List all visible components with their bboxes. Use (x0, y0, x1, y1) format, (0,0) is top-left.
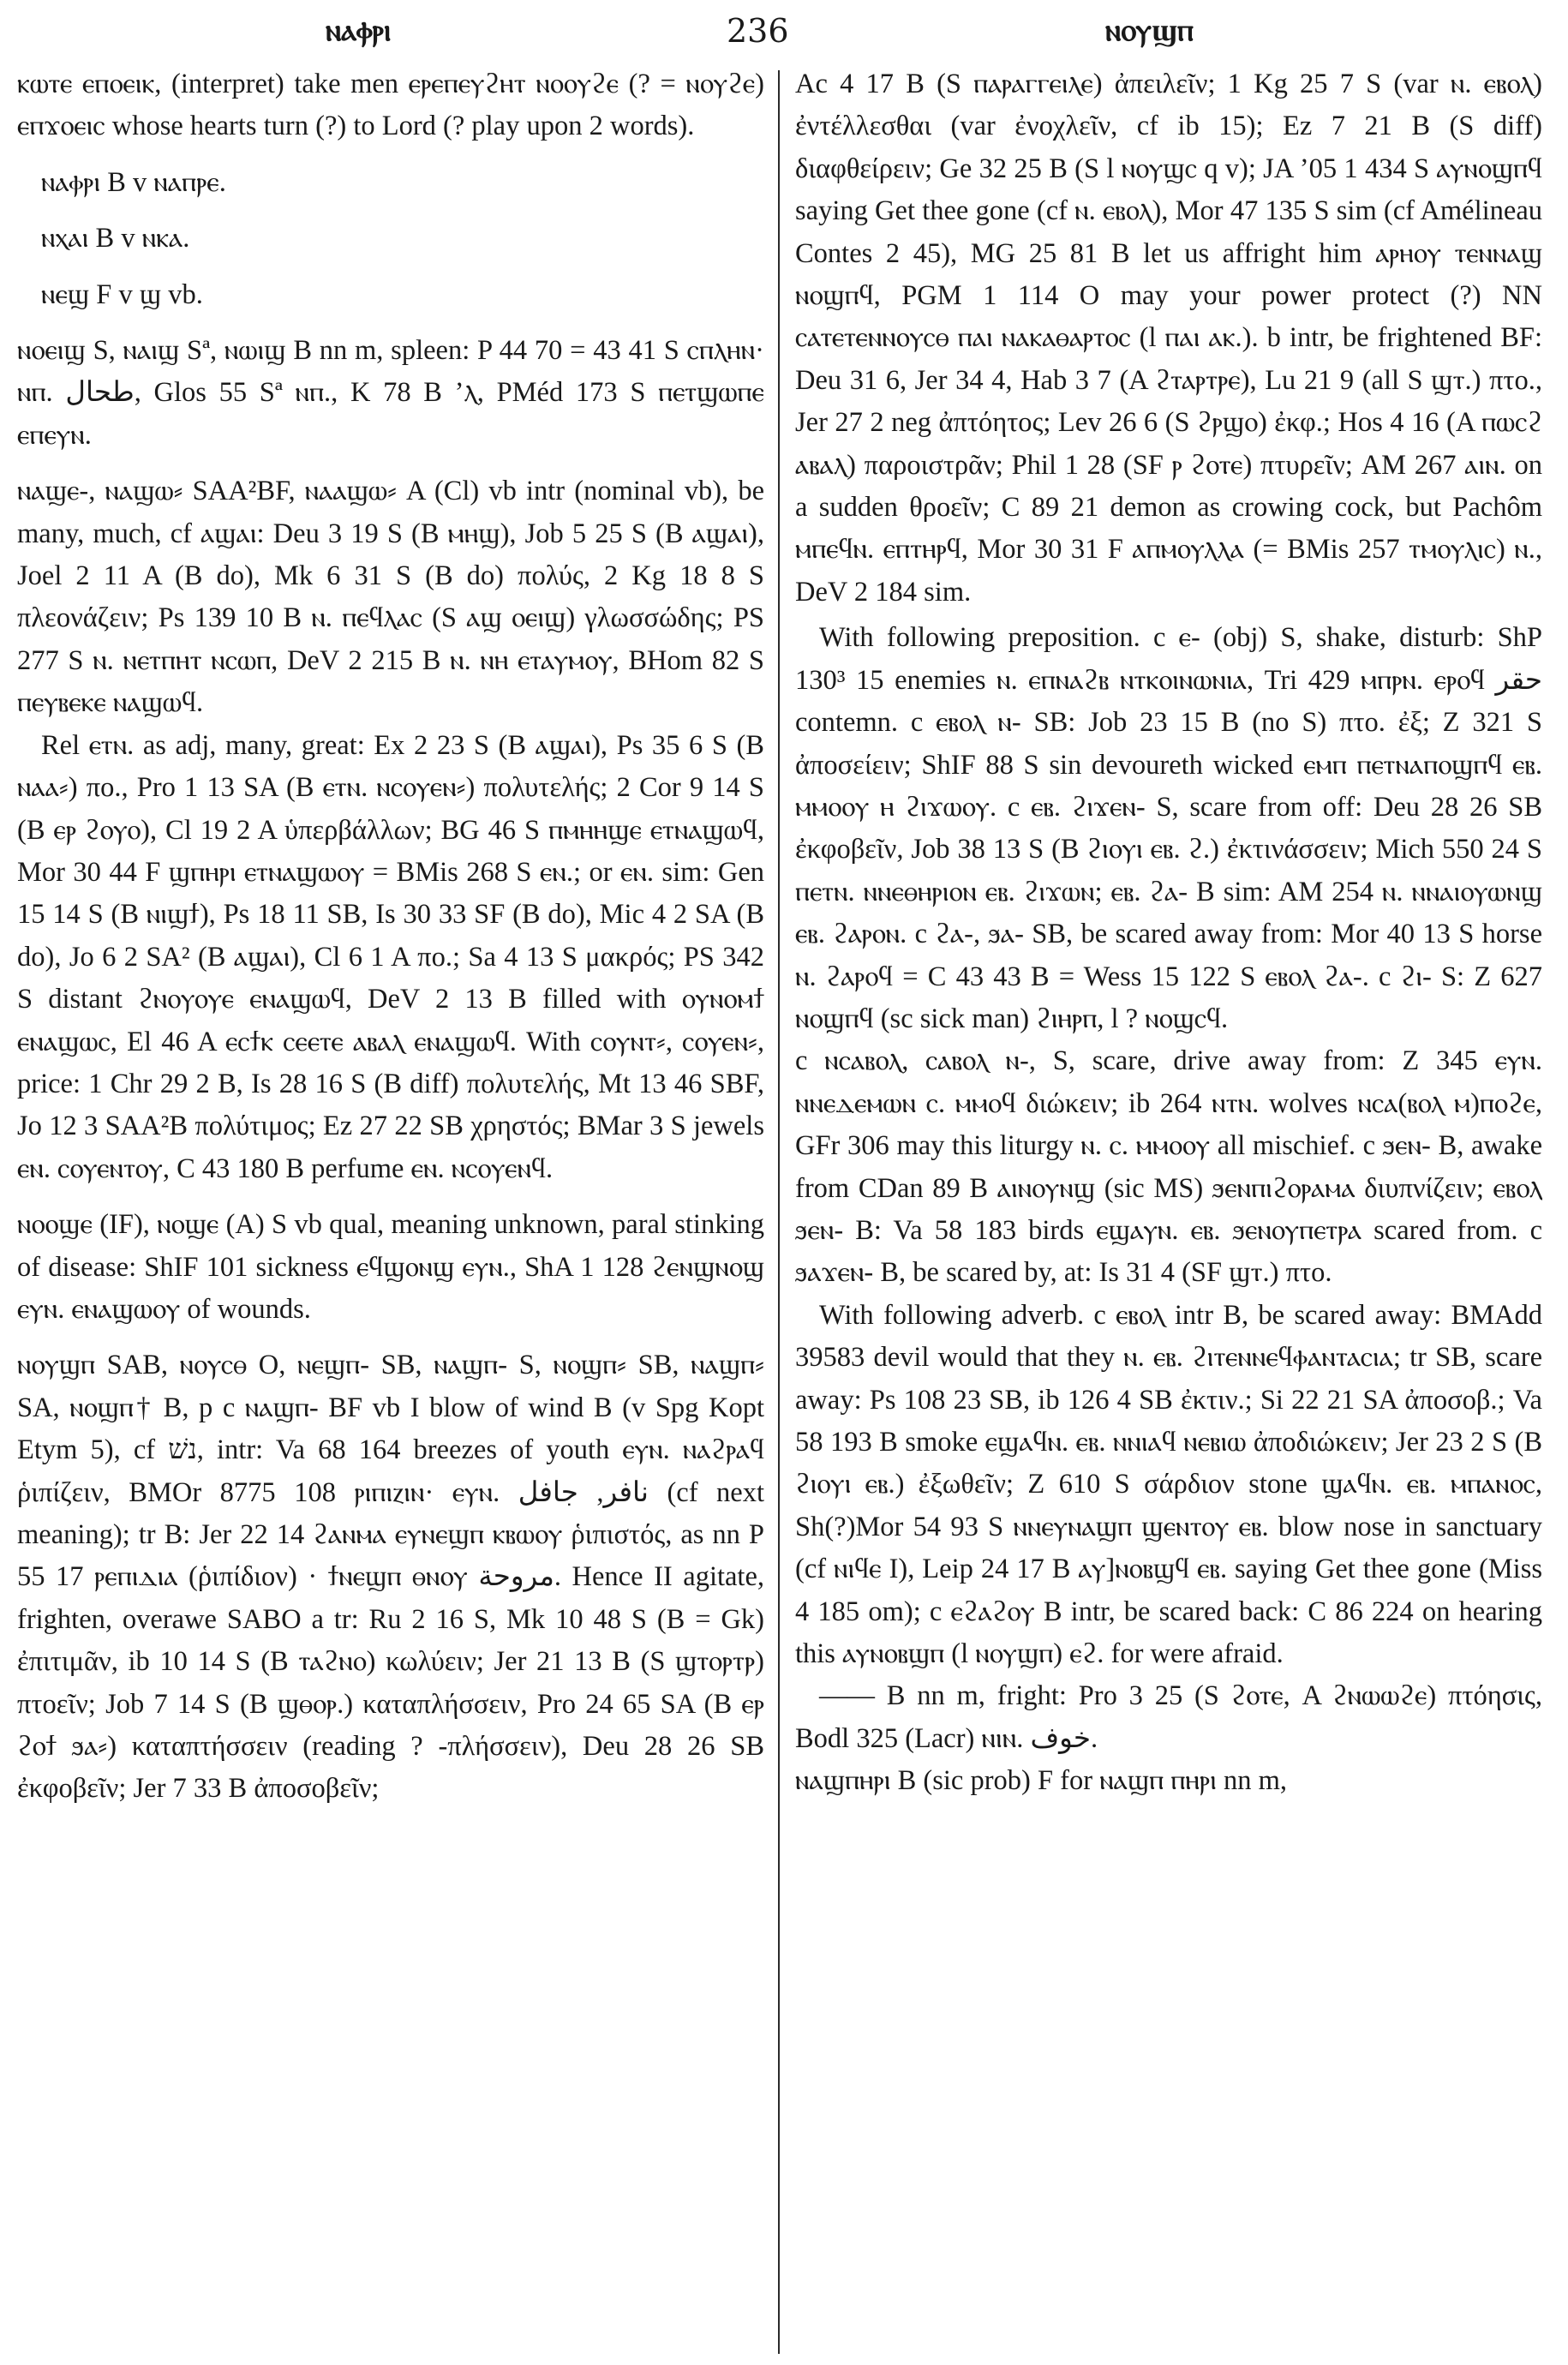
entry-noushp: ⲛⲟⲩϣⲡ SAB, ⲛⲟⲩⲥⲑ O, ⲛⲉϣⲡ- SB, ⲛⲁϣⲡ- S, ⲛⲟϣⲡ⸗ SB, ⲛⲁϣⲡ⸗ SA, ⲛⲟϣⲡ† B, p c ⲛⲁϣⲡ- BF vb I blow of wind B (v Spg Kopt Etym 5), cf נשׁ, intr: Va 68 164 breezes of youth ⲉⲩⲛ. ⲛⲁϩⲣⲁϥ ῥιπίζειν, BMOr 8775 108 ⲣⲓⲡⲓⲍⲓⲛ· ⲉⲩⲛ. نافر, جافل (cf next meaning); tr B: Jer 22 14 ϩⲁⲛⲙⲁ ⲉⲩⲛⲉϣⲡ ⲕⲃⲱⲟⲩ ῥιπιστός, as nn P 55 17 ⲣⲉⲡⲓⲇⲓⲁ (ῥιπίδιον) · ϯⲛⲉϣⲡ ⲑⲛⲟⲩ مروحة. Hence II agitate, frighten, overawe SABO a tr: Ru 2 16 S, Mk 10 48 S (B = Gk) ἐπιτιμᾶν, ib 10 14 S (B ⲧⲁϩⲛⲟ) κωλύειν; Jer 21 13 B (S ϣⲧⲟⲣⲧⲣ) πτοεῖν; Job 7 14 S (B ϣⲑⲟⲣ.) καταπλήσσειν, Pro 24 65 SA (B ⲉⲣ ϩⲟϯ ϧⲁ⸗) καταπτήσσειν (reading ? -πλήσσειν), Deu 28 26 SB ἐκφοβεῖν; Jer 7 33 B ἀποσοβεῖν; (17, 1350, 764, 1805)
entry-nashe-rel: Rel ⲉⲧⲛ. as adj, many, great: Ex 2 23 S (B ⲁϣⲁⲓ), Ps 35 6 S (B ⲛⲁⲁ⸗) πο., Pro 1 13 SA (B ⲉⲧⲛ. ⲛⲥⲟⲩⲉⲛ⸗) πολυτελής; 2 Cor 9 14 S (B ⲉⲣ ϩⲟⲩⲟ), Cl 19 2 A ὑπερβάλλων; BG 46 S ⲡⲙⲏⲏϣⲉ ⲉⲧⲛⲁϣⲱϥ, Mor 30 44 F ϣⲡⲏⲣⲓ ⲉⲧⲛⲁϣⲱⲟⲩ = BMis 268 S ⲉⲛ.; or ⲉⲛ. sim: Gen 15 14 S (B ⲛⲓϣϯ), Ps 18 11 SB, Is 30 33 SF (B do), Mic 4 2 SA (B do), Jo 6 2 SA² (B ⲁϣⲁⲓ), Cl 6 1 A πο.; Sa 4 13 S μακρός; PS 342 S distant ϩⲛⲟⲩⲟⲩⲉ ⲉⲛⲁϣⲱϥ, DeV 2 13 B filled with ⲟⲩⲛⲟⲙϯ ⲉⲛⲁϣⲱⲥ, El 46 A ⲉⲥϯⲕ ⲥⲉⲉⲧⲉ ⲁⲃⲁⲗ ⲉⲛⲁϣⲱϥ. With ⲥⲟⲩⲛⲧ⸗, ⲥⲟⲩⲉⲛ⸗, price: 1 Chr 29 2 B, Is 28 16 S (B diff) πολυτελής, Mt 13 46 SBF, Jo 12 3 SAA²B πολύτιμος; Ez 27 22 SB χρηστός; BMar 3 S jewels ⲉⲛ. ⲥⲟⲩⲉⲛⲧⲟⲩ, C 43 180 B perfume ⲉⲛ. ⲛⲥⲟⲩⲉⲛϥ. (17, 729, 764, 1184)
entry-nchai: ⲛⲭⲁⲓ B v ⲛⲕⲁ. (41, 223, 190, 254)
running-head-right: ⲛⲟⲩϣⲡ (1105, 12, 1194, 48)
entry-noushp-noun: —— B nn m, fright: Pro 3 25 (S ϩⲟⲧⲉ, A ϩⲛⲱⲱϩⲉ) πτόησις, Bodl 325 (Lacr) ⲛⲓⲛ. خوف. (795, 1680, 1542, 1754)
running-head-left: ⲛⲁⲫⲣⲓ (326, 12, 392, 48)
entry-noushp-adverb: With following adverb. c ⲉⲃⲟⲗ intr B, be scared away: BMAdd 39583 devil would that they ⲛ. ⲉⲃ. ϩⲓⲧⲉⲛⲛⲉϥⲫⲁⲛⲧⲁⲥⲓⲁ; tr SB, scare away: Ps 108 23 SB, ib 126 4 SB ἐκτιν.; Si 22 21 SA ἀποσοβ.; Va 58 193 B smoke ⲉϣⲁϥⲛ. ⲉⲃ. ⲛⲛⲓⲁϥ ⲛⲉⲃⲓⲱ ἀποδιώκειν; Jer 23 2 S (B ϩⲓⲟⲩⲓ ⲉⲃ.) ἐξωθεῖν; Z 610 S σάρδιον stone ϣⲁϥⲛ. ⲉⲃ. ⲙⲡⲁⲛⲟⲥ, Sh(?)Mor 54 93 S ⲛⲛⲉⲩⲛⲁϣⲡ ϣⲉⲛⲧⲟⲩ ⲉⲃ. blow nose in sanctuary (cf ⲛⲓϥⲉ I), Leip 24 17 B ⲁⲩ]ⲛⲟⲃϣϥ ⲉⲃ. saying Get thee gone (Miss 4 185 om); c ⲉϩⲁϩⲟⲩ B intr, be scared back: C 86 224 on hearing this ⲁⲩⲛⲟⲃϣⲡ (l ⲛⲟⲩϣⲡ) ⲉϩ. for were afraid. (795, 1299, 1542, 1670)
entry-noeish: ⲛⲟⲉⲓϣ S, ⲛⲁⲓϣ Sª, ⲛⲱⲓϣ B nn m, spleen: P 44 70 = 43 41 S ⲥⲡⲗⲏⲛ· ⲛⲡ. طحال, Glos 55 Sª ⲛⲡ., K 78 B ’ⲗ, PMéd 173 S ⲡⲉⲧϣⲱⲡⲉ ⲉⲡⲉⲩⲛ. (17, 335, 764, 451)
page-number: 236 (727, 12, 789, 50)
entry-noushp-prep: With following preposition. c ⲉ- (obj) S, shake, disturb: ShP 130³ 15 enemies ⲛ. ⲉⲡⲛⲁϩⲃ ⲛⲧⲕⲟⲓⲛⲱⲛⲓⲁ, Tri 429 ⲙⲡⲣⲛ. ⲉⲣⲟϥ حقر contemn. c ⲉⲃⲟⲗ ⲛ- SB: Job 23 15 B (no S) πτο. ἐξ; Z 321 S ἀποσείειν; ShIF 88 S sin devoureth wicked ⲉⲙⲡ ⲡⲉⲧⲛⲁⲡⲟϣⲡϥ ⲉⲃ. ⲙⲙⲟⲟⲩ ⲏ ϩⲓϫⲱⲟⲩ. c ⲉⲃ. ϩⲓϫⲉⲛ- S, scare from off: Deu 28 26 SB ἐκφοβεῖν, Job 38 13 S (B ϩⲓⲟⲩⲓ ⲉⲃ. ϩ.) ἐκτινάσσειν; Mich 550 24 S ⲡⲉⲧⲛ. ⲛⲛⲉⲑⲏⲣⲓⲟⲛ ⲉⲃ. ϩⲓϫⲱⲛ; ⲉⲃ. ϩⲁ- B sim: AM 254 ⲛ. ⲛⲛⲁⲓⲟⲩⲱⲛϣ ⲉⲃ. ϩⲁⲣⲟⲛ. c ϩⲁ-, ϧⲁ- SB, be scared away from: Mor 40 13 S horse ⲛ. ϩⲁⲣⲟϥ = C 43 43 B = Wess 15 122 S ⲉⲃⲟⲗ ϩⲁ-. c ϩⲓ- S: Z 627 ⲛⲟϣⲡϥ (sc sick man) ϩⲓⲏⲣⲡ, l ? ⲛⲟϣⲥϥ. (795, 622, 1542, 1034)
entry-noushp-cont: Ac 4 17 B (S ⲡⲁⲣⲁⲅⲅⲉⲓⲗⲉ) ἀπειλεῖν; 1 Kg 25 7 S (var ⲛ. ⲉⲃⲟⲗ) ἐντέλλεσθαι (var ἐνοχλεῖν, cf ib 15); Ez 7 21 B (S diff) διαφθείρειν; Ge 32 25 B (S l ⲛⲟⲩϣⲥ q v); JA ’05 1 434 S ⲁⲩⲛⲟϣⲡϥ saying Get thee gone (cf ⲛ. ⲉⲃⲟⲗ), Mor 47 135 S sim (cf Amélineau Contes 2 45), MG 25 81 B let us affright him ⲁⲣⲏⲟⲩ ⲧⲉⲛⲛⲁϣ ⲛⲟϣⲡϥ, PGM 1 114 O may your power protect (?) NN ⲥⲁⲧⲉⲧⲉⲛⲛⲟⲩⲥⲑ ⲡⲁⲓ ⲛⲁⲕⲁⲑⲁⲣⲧⲟⲥ (l ⲡⲁⲓ ⲁⲕ.). b intr, be frightened BF: Deu 31 6, Jer 34 4, Hab 3 7 (A ϩⲧⲁⲣⲧⲣⲉ), Lu 21 9 (all S ϣⲧ.) πτο., Jer 27 2 neg ἀπτόητος; Lev 26 6 (S ϩⲣϣⲟ) ἐκφ.; Hos 4 16 (A ⲡⲱⲥϩ ⲁⲃⲁⲗ) παροιστρᾶν; Phil 1 28 (SF ⲣ ϩⲟⲧⲉ) πτυρεῖν; AM 267 ⲁⲓⲛ. on a sudden θροεῖν; C 89 21 demon as crowing cock, but Pachôm ⲙⲡⲉϥⲛ. ⲉⲡⲧⲏⲣϥ, Mor 30 31 F ⲁⲡⲙⲟⲩⲗⲗⲁ (= BMis 257 ⲧⲙⲟⲩⲗⲓⲥ) ⲛ., DeV 2 184 sim. (795, 69, 1542, 608)
entry-nashe: ⲛⲁϣⲉ-, ⲛⲁϣⲱ⸗ SAA²BF, ⲛⲁⲁϣⲱ⸗ A (Cl) vb intr (nominal vb), be many, much, cf ⲁϣⲁⲓ: Deu 3 19 S (B ⲙⲏϣ), Job 5 25 S (B ⲁϣⲁⲓ), Joel 2 11 A (B do), Mk 6 31 S (B do) πολύς, 2 Kg 18 8 S πλεονάζειν; Ps 139 10 B ⲛ. ⲡⲉϥⲗⲁⲥ (S ⲁϣ ⲟⲉⲓϣ) γλωσσώδης; PS 277 S ⲛ. ⲛⲉⲧⲡⲏⲧ ⲛⲥⲱⲡ, DeV 2 215 B ⲛ. ⲛⲏ ⲉⲧⲁⲩⲙⲟⲩ, BHom 82 S ⲡⲉⲩⲃⲉⲕⲉ ⲛⲁϣⲱϥ. (17, 476, 764, 719)
page-header (0, 12, 1568, 63)
entry-naphri: ⲛⲁⲫⲣⲓ B v ⲛⲁⲡⲣⲉ. (41, 166, 226, 198)
entry-nesh: ⲛⲉϣ F v ϣ vb. (41, 278, 203, 310)
left-column (17, 63, 764, 2351)
entry-continuation: ⲕⲱⲧⲉ ⲉⲡⲟⲉⲓⲕ, (interpret) take men ⲉⲣⲉⲡⲉⲩϩⲏⲧ ⲛⲟⲟⲩϩⲉ (? = ⲛⲟⲩϩⲉ) ⲉⲡϫⲟⲉⲓⲥ whose hearts turn (?) to Lord (? play upon 2 words). (17, 69, 764, 142)
entry-nooshe: ⲛⲟⲟϣⲉ (IF), ⲛⲟϣⲉ (A) S vb qual, meaning unknown, paral stinking of disease: ShIF 101 sickness ⲉϥϣⲟⲛϣ ⲉⲩⲛ., ShA 1 128 ϩⲉⲛϣⲛⲟϣ ⲉⲩⲛ. ⲉⲛⲁϣⲱⲟⲩ of wounds. (17, 1209, 764, 1325)
column-divider (778, 70, 780, 2354)
entry-noushp-prep-cont: c ⲛⲥⲁⲃⲟⲗ, ⲥⲁⲃⲟⲗ ⲛ-, S, scare, drive away from: Z 345 ⲉⲩⲛ. ⲛⲛⲉⲇⲉⲙⲱⲛ ⲥ. ⲙⲙⲟϥ διώκειν; ib 264 ⲛⲧⲛ. wolves ⲛⲥⲁ(ⲃⲟⲗ ⲙ)ⲡⲟϩⲉ, GFr 306 may this liturgy ⲛ. ⲥ. ⲙⲙⲟⲟⲩ all mischief. c ϧⲉⲛ- B, awake from CDan 89 B ⲁⲓⲛⲟⲩⲛϣ (sic MS) ϧⲉⲛⲡⲓϩⲟⲣⲁⲙⲁ διυπνίζειν; ⲉⲃⲟⲗ ϧⲉⲛ- B: Va 58 183 birds ⲉϣⲁⲩⲛ. ⲉⲃ. ϧⲉⲛⲟⲩⲡⲉⲧⲣⲁ scared from. c ϧⲁϫⲉⲛ- B, be scared by, at: Is 31 4 (SF ϣⲧ.) πτο. (795, 1045, 1542, 1289)
right-column (795, 63, 1542, 2351)
entry-nashpiri: ⲛⲁϣⲡⲏⲣⲓ B (sic prob) F for ⲛⲁϣⲡ ⲡⲏⲣⲓ nn m, (795, 1765, 1287, 1797)
